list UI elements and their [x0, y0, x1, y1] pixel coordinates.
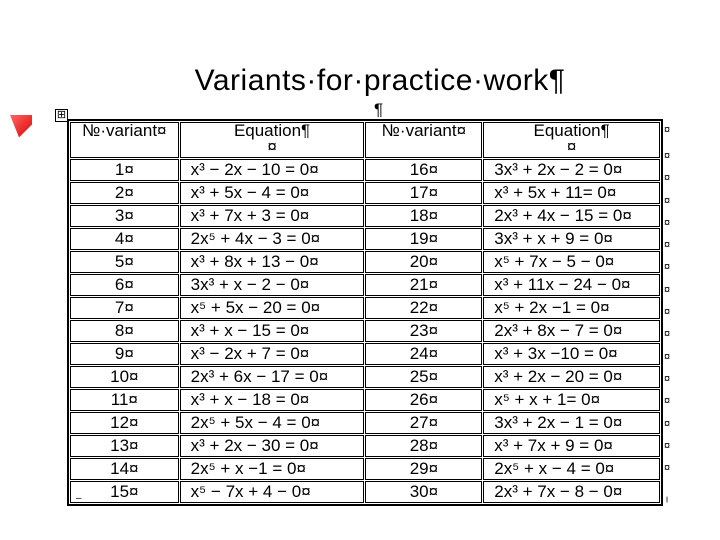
- equation-cell[interactable]: x³ + 7x + 3 = 0¤: [180, 205, 365, 227]
- variant-number-cell[interactable]: 22¤: [365, 297, 482, 319]
- equation-cell[interactable]: x⁵ + 5x − 20 = 0¤: [180, 297, 365, 319]
- header-variant-number-right: №·variant¤: [365, 122, 482, 158]
- equation-cell[interactable]: x³ + 3x −10 = 0¤: [483, 343, 660, 365]
- equation-cell[interactable]: x³ + 5x − 4 = 0¤: [180, 182, 365, 204]
- equation-cell[interactable]: 3x³ + 2x − 1 = 0¤: [483, 412, 660, 434]
- equation-cell[interactable]: x³ − 2x + 7 = 0¤: [180, 343, 365, 365]
- end-of-row-mark: ¤: [664, 350, 671, 363]
- variant-number-cell[interactable]: 19¤: [365, 228, 482, 250]
- variant-number-cell[interactable]: 3¤: [70, 205, 179, 227]
- equation-cell[interactable]: x⁵ + 7x − 5 − 0¤: [483, 251, 660, 273]
- table-bottom-marker: –: [76, 493, 82, 504]
- table-row: [70, 412, 660, 434]
- variants-table: [67, 119, 663, 506]
- end-of-row-mark: ¤: [664, 239, 671, 252]
- variant-number-cell[interactable]: 29¤: [365, 458, 482, 480]
- table-row: [70, 274, 660, 296]
- variant-number-cell[interactable]: 1¤: [70, 159, 179, 181]
- variant-number-cell[interactable]: 30¤: [365, 481, 482, 503]
- variant-number-cell[interactable]: 23¤: [365, 320, 482, 342]
- end-of-row-mark: ¤: [664, 261, 671, 274]
- header-variant-number-left: №·variant¤: [70, 122, 179, 158]
- end-of-row-mark: ¤: [664, 462, 671, 475]
- end-of-row-mark: ¤: [664, 283, 671, 296]
- variant-number-cell[interactable]: 7¤: [70, 297, 179, 319]
- variant-number-cell[interactable]: 4¤: [70, 228, 179, 250]
- variant-number-cell[interactable]: 8¤: [70, 320, 179, 342]
- table-row: [70, 182, 660, 204]
- equation-cell[interactable]: x³ + 2x − 20 = 0¤: [483, 366, 660, 388]
- equation-cell[interactable]: x³ + 2x − 30 = 0¤: [180, 435, 365, 457]
- table-row: [70, 251, 660, 273]
- end-of-row-mark: ¤: [664, 150, 671, 162]
- equation-cell[interactable]: x³ + 8x + 13 − 0¤: [180, 251, 365, 273]
- variant-number-cell[interactable]: 12¤: [70, 412, 179, 434]
- end-of-row-marks: [664, 119, 682, 479]
- variant-number-cell[interactable]: 25¤: [365, 366, 482, 388]
- equation-cell[interactable]: x³ + 11x − 24 − 0¤: [483, 274, 660, 296]
- variant-number-cell[interactable]: 16¤: [365, 159, 482, 181]
- header-equation-right: Equation¶ ¤: [483, 122, 660, 158]
- end-of-row-mark: ¤: [664, 216, 671, 229]
- equation-cell[interactable]: x⁵ − 7x + 4 − 0¤: [180, 481, 365, 503]
- equation-cell[interactable]: 2x³ + 7x − 8 − 0¤: [483, 481, 660, 503]
- equation-cell[interactable]: x³ + 5x + 11= 0¤: [483, 182, 660, 204]
- header-equation-left: Equation¶ ¤: [180, 122, 365, 158]
- variant-number-cell[interactable]: 15¤: [70, 481, 179, 503]
- table-header-row: [70, 122, 660, 158]
- end-of-row-mark: ¤: [664, 194, 671, 207]
- end-of-row-mark: ¤: [664, 172, 671, 185]
- variant-number-cell[interactable]: 20¤: [365, 251, 482, 273]
- end-of-row-mark: ¤: [664, 372, 671, 385]
- page-title: Variants·for·practice·work¶: [194, 64, 566, 97]
- equation-cell[interactable]: x³ + x − 18 = 0¤: [180, 389, 365, 411]
- table-row: [70, 435, 660, 457]
- table-row: [70, 343, 660, 365]
- end-of-row-mark: ¤: [664, 328, 671, 341]
- table-row: [70, 297, 660, 319]
- table-bottom-marker-right: ╷: [664, 492, 671, 503]
- variant-number-cell[interactable]: 17¤: [365, 182, 482, 204]
- decorative-accent-shape: [10, 115, 32, 145]
- variant-number-cell[interactable]: 2¤: [70, 182, 179, 204]
- end-of-row-mark: ¤: [664, 417, 671, 430]
- variant-number-cell[interactable]: 6¤: [70, 274, 179, 296]
- equation-cell[interactable]: 2x⁵ + 4x − 3 = 0¤: [180, 228, 365, 250]
- variant-number-cell[interactable]: 24¤: [365, 343, 482, 365]
- end-of-row-mark: ¤: [664, 124, 671, 136]
- variant-number-cell[interactable]: 10¤: [70, 366, 179, 388]
- variant-number-cell[interactable]: 13¤: [70, 435, 179, 457]
- equation-cell[interactable]: 3x³ + x − 2 − 0¤: [180, 274, 365, 296]
- end-of-row-mark: ¤: [664, 306, 671, 319]
- table-row: [70, 205, 660, 227]
- table-row: [70, 228, 660, 250]
- end-of-row-mark: ¤: [664, 439, 671, 452]
- variant-number-cell[interactable]: 14¤: [70, 458, 179, 480]
- equation-cell[interactable]: x³ + x − 15 = 0¤: [180, 320, 365, 342]
- equation-cell[interactable]: x³ + 7x + 9 = 0¤: [483, 435, 660, 457]
- variant-number-cell[interactable]: 11¤: [70, 389, 179, 411]
- table-move-handle-icon[interactable]: ⊞: [56, 109, 67, 121]
- equation-cell[interactable]: 3x³ + x + 9 = 0¤: [483, 228, 660, 250]
- variant-number-cell[interactable]: 9¤: [70, 343, 179, 365]
- table-row: [70, 389, 660, 411]
- end-of-row-mark: ¤: [664, 395, 671, 408]
- equation-cell[interactable]: 2x³ + 6x − 17 = 0¤: [180, 366, 365, 388]
- variant-number-cell[interactable]: 5¤: [70, 251, 179, 273]
- table-row: [70, 366, 660, 388]
- equation-cell[interactable]: 2x³ + 4x − 15 = 0¤: [483, 205, 660, 227]
- equation-cell[interactable]: x⁵ + x + 1= 0¤: [483, 389, 660, 411]
- equation-cell[interactable]: 2x⁵ + 5x − 4 = 0¤: [180, 412, 365, 434]
- equation-cell[interactable]: x³ − 2x − 10 = 0¤: [180, 159, 365, 181]
- equation-cell[interactable]: 2x³ + 8x − 7 = 0¤: [483, 320, 660, 342]
- variant-number-cell[interactable]: 21¤: [365, 274, 482, 296]
- variant-number-cell[interactable]: 26¤: [365, 389, 482, 411]
- equation-cell[interactable]: 2x⁵ + x − 4 = 0¤: [483, 458, 660, 480]
- variant-number-cell[interactable]: 28¤: [365, 435, 482, 457]
- equation-cell[interactable]: 2x⁵ + x −1 = 0¤: [180, 458, 365, 480]
- paragraph-mark: ¶: [374, 100, 384, 119]
- variant-number-cell[interactable]: 18¤: [365, 205, 482, 227]
- table-row: [70, 320, 660, 342]
- table-row: [70, 481, 660, 503]
- table-row: [70, 159, 660, 181]
- variant-number-cell[interactable]: 27¤: [365, 412, 482, 434]
- equation-cell[interactable]: x⁵ + 2x −1 = 0¤: [483, 297, 660, 319]
- equation-cell[interactable]: 3x³ + 2x − 2 = 0¤: [483, 159, 660, 181]
- table-row: [70, 458, 660, 480]
